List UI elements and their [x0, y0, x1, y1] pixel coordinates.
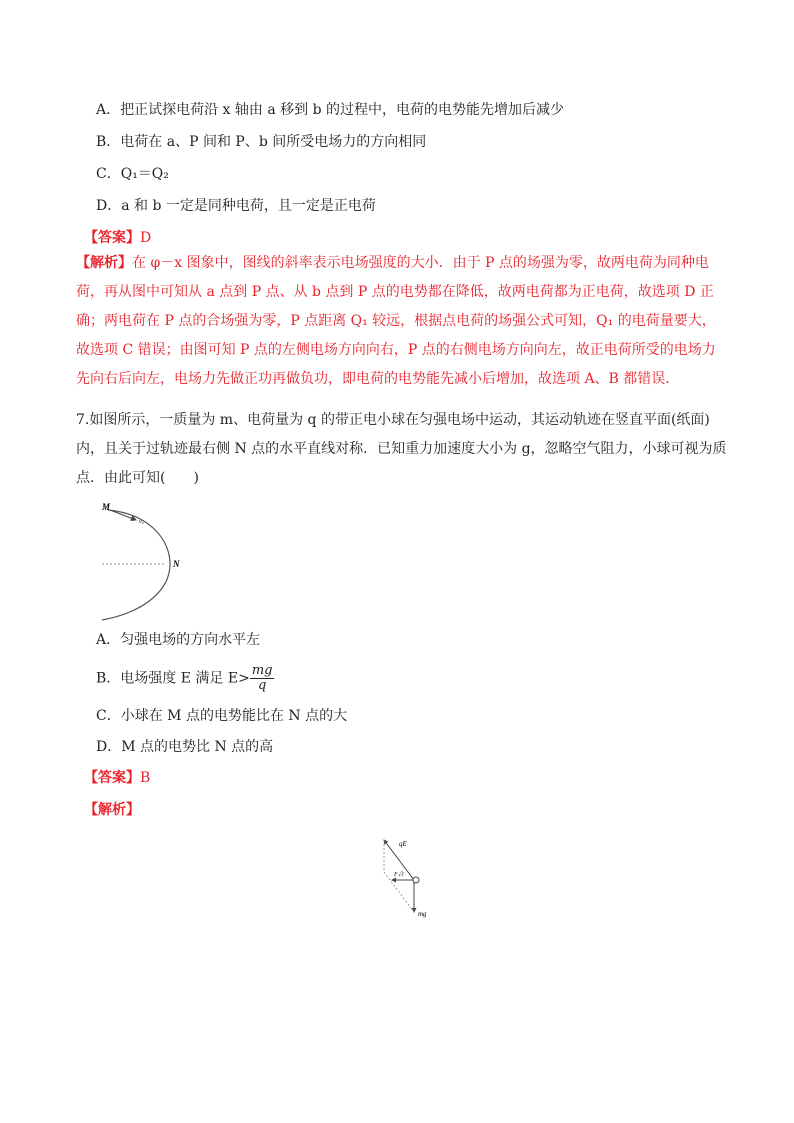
q7-option-b — [96, 664, 274, 693]
fraction-numerator: mg — [251, 663, 273, 678]
q6-option-b: B．电荷在 a、P 间和 P、b 间所受电场力的方向相同 — [96, 134, 427, 150]
dashed-diagonal — [384, 872, 414, 912]
q7-answer-label: 【答案】 — [84, 770, 140, 786]
q7-option-c: C．小球在 M 点的电势能比在 N 点的大 — [96, 708, 348, 724]
trajectory-curve — [102, 510, 170, 620]
fraction-denominator: q — [257, 678, 267, 693]
q7-stem-text: 7.如图所示，一质量为 m、电荷量为 q 的带正电小球在匀强电场中运动，其运动轨迹在竖直平面(纸面)内，且关于过轨迹最右侧 N 点的水平直线对称．已知重力加速度大小为 g，忽略空气阻力，小球可视为质点．由此可知( ) — [76, 412, 727, 486]
q6-answer-value: D — [140, 230, 152, 246]
q6-answer-label: 【答案】 — [84, 230, 140, 246]
q7-analysis — [84, 800, 140, 820]
q6-analysis-label: 【解析】 — [76, 255, 132, 271]
q6-answer — [84, 228, 151, 248]
q6-option-a: A．把正试探电荷沿 x 轴由 a 移到 b 的过程中，电荷的电势能先增加后减少 — [96, 102, 565, 118]
label-n: N — [173, 559, 180, 569]
q6-analysis-text: 在 φ－x 图象中，图线的斜率表示电场强度的大小．由于 P 点的场强为零，故两电荷为同种电荷，再从图中可知从 a 点到 P 点、从 b 点到 P 点的电势都在降低，故两电荷都为正电荷，故选项 D 正确；两电荷在 P 点的合场强为零，P 点距离 Q₁ 较远，根据点电荷的场强公式可知，Q₁ 的电荷量要大，故选项 C 错误；由图可知 P 点的左侧电场方向向右，P 点的右侧电场方向向左，故正电荷所受的电场力先向右后向左，电场力先做正功再做负功，即电荷的电势能先减小后增加，故选项 A、B 都错误． — [76, 255, 716, 387]
q7-answer-value: B — [140, 770, 151, 786]
label-f-net: F合 — [394, 872, 404, 878]
q6-option-d: D．a 和 b 一定是同种电荷，且一定是正电荷 — [96, 198, 376, 214]
q7-option-a: A．匀强电场的方向水平左 — [96, 632, 261, 648]
q7-answer — [84, 768, 150, 788]
force-diagram — [372, 832, 442, 927]
label-v0: v₀ — [139, 519, 144, 525]
q7-analysis-label: 【解析】 — [84, 802, 140, 818]
label-m: M — [102, 502, 111, 512]
q7-stem — [76, 406, 728, 493]
label-qe: qE — [399, 840, 407, 848]
fraction-mg-over-q — [250, 664, 275, 693]
q7-option-b-prefix: B．电场强度 E 满足 E> — [96, 670, 250, 687]
q6-analysis — [76, 249, 728, 394]
q7-option-d: D．M 点的电势比 N 点的高 — [96, 739, 274, 755]
q6-option-c: C．Q₁＝Q₂ — [96, 166, 169, 182]
trajectory-figure — [100, 500, 190, 625]
label-mg: mg — [418, 910, 427, 918]
ball-icon — [413, 877, 419, 883]
